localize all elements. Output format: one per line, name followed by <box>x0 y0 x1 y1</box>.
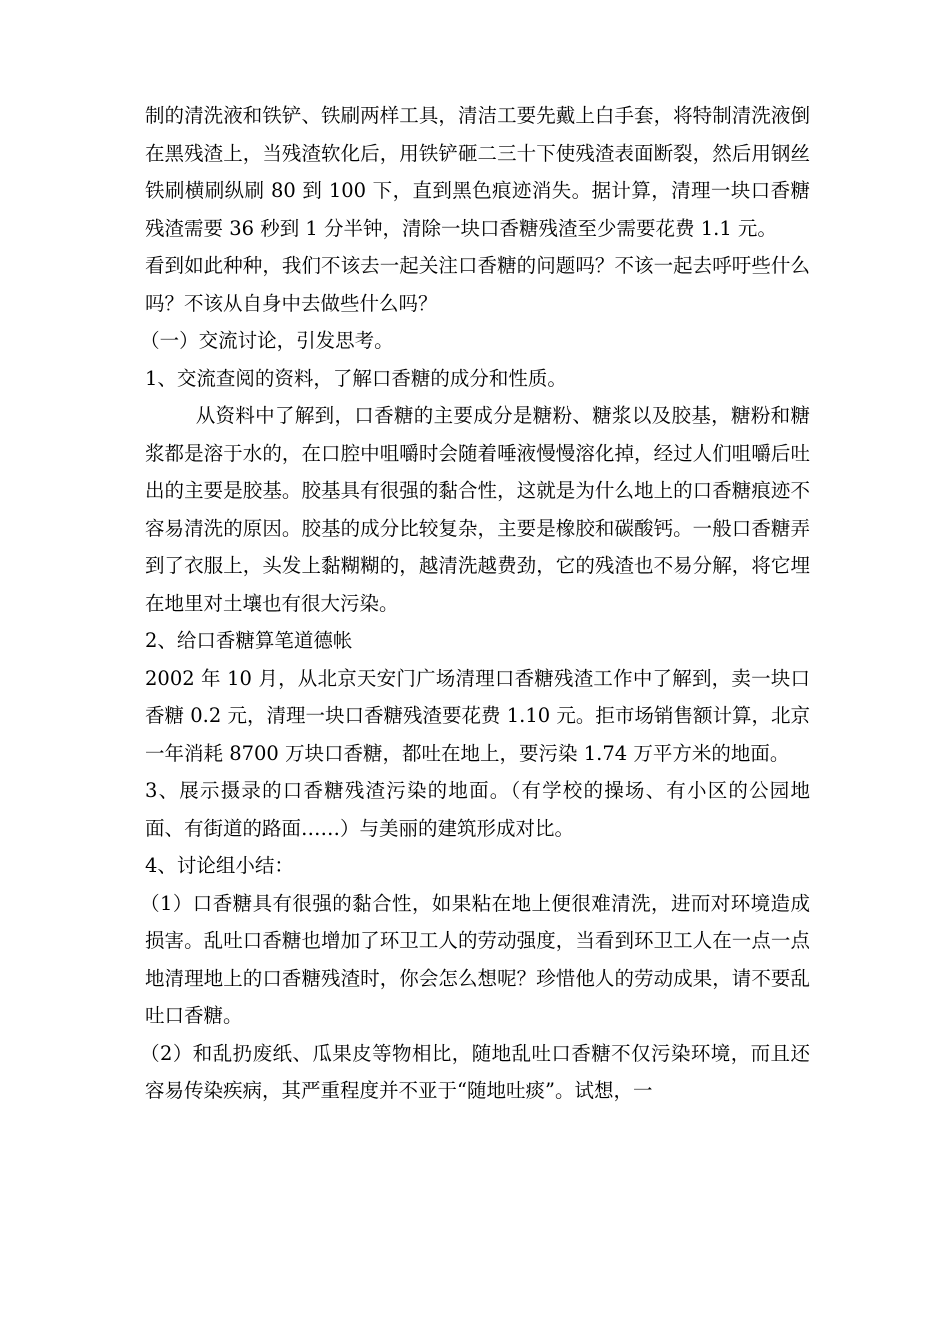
paragraph-ingredients-detail: 从资料中了解到，口香糖的主要成分是糖粉、糖浆以及胶基，糖粉和糖浆都是溶于水的，在口腔中咀嚼时会随着唾液慢慢溶化掉，经过人们咀嚼后吐出的主要是胶基。胶基具有很强的黏合性，这就是为什么地上的口香糖痕迹不容易清洗的原因。胶基的成分比较复杂，主要是橡胶和碳酸钙。一般口香糖弄到了衣服上，头发上黏糊糊的，越清洗越费劲，它的残渣也不易分解，将它埋在地里对土壤也有很大污染。 <box>145 404 810 615</box>
list-item-photo-display: 3、展示摄录的口香糖残渣污染的地面。（有学校的操场、有小区的公园地面、有街道的路面……）与美丽的建筑形成对比。 <box>145 779 810 840</box>
document-page <box>140 97 810 1110</box>
list-item-moral-account: 2、给口香糖算笔道德帐 <box>145 629 353 652</box>
list-item-ingredients: 1、交流查阅的资料，了解口香糖的成分和性质。 <box>145 366 567 390</box>
paragraph-reflection-question: 看到如此种种，我们不该去一起关注口香糖的问题吗？不该一起去呼吁些什么吗？不该从自身中去做些什么吗？ <box>145 254 810 315</box>
paragraph-cleaning-process: 制的清洗液和铁铲、铁刷两样工具，清洁工要先戴上白手套，将特制清洗液倒在黑残渣上，当残渣软化后，用铁铲砸二三十下使残渣表面断裂，然后用钢丝铁刷横刷纵刷 80 到 100 下，直到黑色痕迹消失。据计算，清理一块口香糖残渣需要 36 秒到 1 分半钟，清除一块口香糖残渣至少需要花费 1.1 元。 <box>145 104 810 240</box>
summary-point-2: （2）和乱扔废纸、瓜果皮等物相比，随地乱吐口香糖不仅污染环境，而且还容易传染疾病，其严重程度并不亚于“随地吐痰”。试想，一 <box>140 1041 810 1102</box>
paragraph-beijing-statistics: 2002 年 10 月，从北京天安门广场清理口香糖残渣工作中了解到，卖一块口香糖 0.2 元，清理一块口香糖残渣要花费 1.10 元。拒市场销售额计算，北京一年消耗 8700 万块口香糖，都吐在地上，要污染 1.74 万平方米的地面。 <box>145 666 810 765</box>
list-item-group-summary: 4、讨论组小结： <box>145 854 294 877</box>
summary-point-1: （1）口香糖具有很强的黏合性，如果粘在地上便很难清洗，进而对环境造成损害。乱吐口香糖也增加了环卫工人的劳动强度，当看到环卫工人在一点一点地清理地上的口香糖残渣时，你会怎么想呢？珍惜他人的劳动成果，请不要乱吐口香糖。 <box>140 891 810 1027</box>
section-heading-discussion: （一）交流讨论，引发思考。 <box>140 329 394 352</box>
